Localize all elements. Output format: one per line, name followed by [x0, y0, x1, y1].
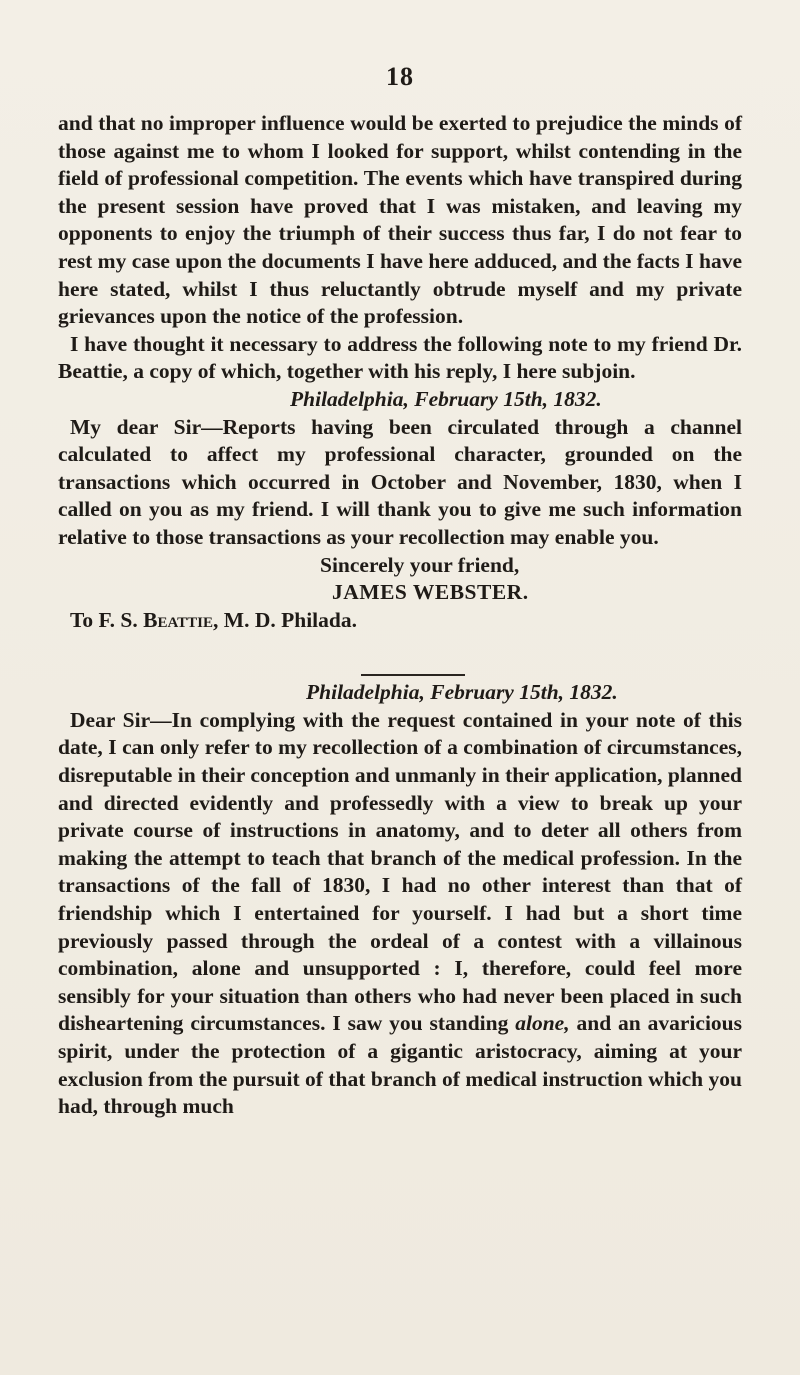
addressee-to: To F. S.: [70, 607, 138, 632]
body-paragraph-2: I have thought it necessary to address the following note to my friend Dr. Beattie, a copy of which, together with his reply, I here subjoin.: [58, 331, 742, 384]
page-text: [58, 110, 742, 1121]
body-paragraph-1: and that no improper influence would be exerted to prejudice the minds of those against me to whom I looked for support, whilst contending in the field of professional competition. The events which have transpired during the present session have proved that I was mistaken, and leaving my opponents to enjoy the triumph of their success thus far, I do not fear to rest my case upon the documents I have here adduced, and the facts I have here stated, whilst I thus reluctantly obtrude myself and my private grievances upon the notice of the profession.: [58, 111, 742, 329]
letter1-dateline: Philadelphia, February 15th, 1832.: [290, 386, 602, 411]
letter2-text-part2: and an avaricious spirit, under the protection of a gigantic aristocracy, aiming at your exclusion from the pursuit of that branch of medical instruction which you had, through much: [58, 1011, 742, 1119]
letter2-text-part1: Dear Sir—In complying with the request contained in your note of this date, I can only refer to my recollection of a combination of circumstances, disreputable in their conception and unmanly in their application, planned and directed evidently and professedly with a view to break up your private course of instructions in anatomy, and to deter all others from making the attempt to teach that branch of the medical profession. In the transactions of the fall of 1830, I had no other interest than that of friendship which I entertained for yourself. I had but a short time previously passed through the ordeal of a contest with a villainous combination, alone and unsupported : I, therefore, could feel more sensibly for your situation than others who had never been placed in such disheartening circumstances. I saw you standing: [58, 707, 742, 1036]
letter1-signature: JAMES WEBSTER.: [332, 580, 529, 605]
addressee-name: Beattie: [143, 607, 214, 632]
letter1-closing: Sincerely your friend,: [320, 552, 520, 577]
letter2-text: [58, 707, 742, 1121]
letter1-addressee: [58, 607, 742, 635]
letter2-dateline: Philadelphia, February 15th, 1832.: [306, 680, 618, 705]
page-number: 18: [386, 62, 414, 91]
section-divider: [361, 674, 465, 676]
letter1-text: My dear Sir—Reports having been circulated through a channel calculated to affect my professional character, grounded on the transactions which occurred in October and November, 1830, when I called on you as my friend. I will thank you to give me such information relative to those transactions as your recollection may enable you.: [58, 414, 742, 549]
letter2-italic-word: alone,: [515, 1011, 570, 1036]
addressee-rest: , M. D. Philada.: [213, 607, 357, 632]
